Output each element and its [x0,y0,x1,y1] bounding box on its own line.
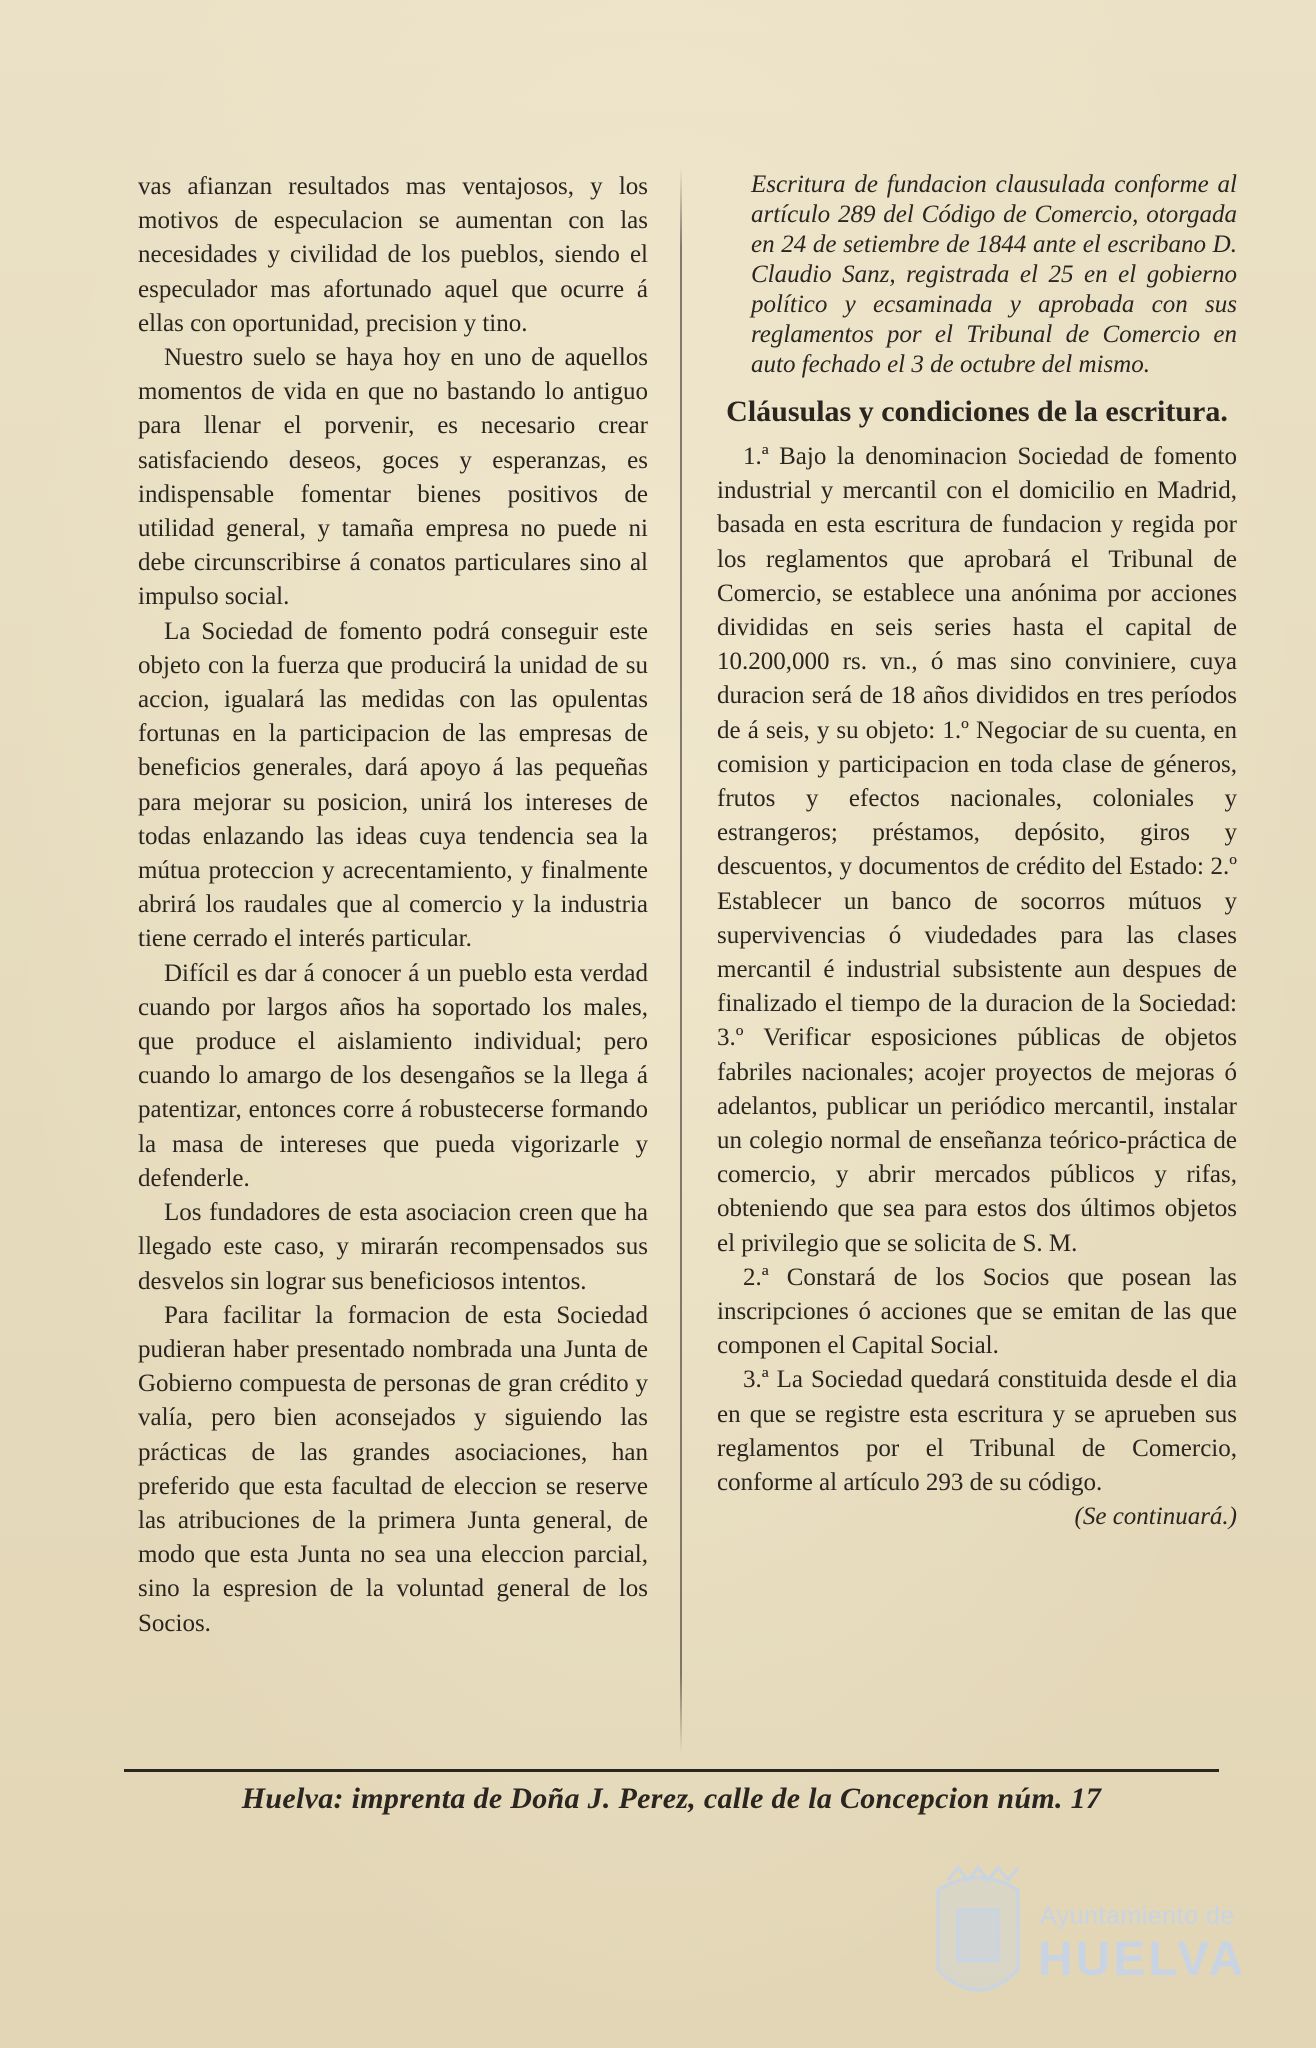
left-paragraph-6: Para facilitar la formacion de esta Sociedad pudieran haber presentado nombrada una Junta de Gobierno compuesta de personas de gran crédito y valía, pero bien aconsejados y siguiendo las prácticas de las grandes asociaciones, han preferido que esta facultad de eleccion se reserve las atribuciones de la primera Junta general, de modo que esta Junta no sea una eleccion parcial, sino la espresion de la voluntad general de los Socios. [138,1301,648,1637]
left-paragraph-1: vas afianzan resultados mas ventajosos, y los motivos de especulacion se aumentan con las necesidades y civilidad de los pueblos, siendo el especulador mas afortunado aquel que ocurre á ellas con oportunidad, precision y tino. [138,173,648,337]
left-column [138,170,648,1641]
watermark-line-1: Ayuntamiento de [1040,1902,1235,1930]
watermark-line-2: HUELVA [1038,1933,1247,1986]
clause-1: 1.ª Bajo la denominacion Sociedad de fomento industrial y mercantil con el domicilio en Madrid, basada en esta escritura de fundacion y regida por los reglamentos que aprobará el Tribunal de Comercio, se establece una anónima por acciones divididas en seis series hasta el capital de 10.200,000 rs. vn., ó mas sino conviniere, cuya duracion será de 18 años divididos en tres períodos de á seis, y su objeto: 1.º Negociar de su cuenta, en comision y participacion en toda clase de géneros, frutos y efectos nacionales, coloniales y estrangeros; préstamos, depósito, giros y descuentos, y documentos de crédito del Estado: 2.º Establecer un banco de socorros mútuos y supervivencias ó viudedades para las clases mercantil é industrial subsistente aun despues de finalizado el tiempo de la duracion de la Sociedad: 3.º Verificar esposiciones públicas de objetos fabriles nacionales; acojer proyectos de mejoras ó adelantos, publicar un periódico mercantil, instalar un colegio normal de enseñanza teórico-práctica de comercio, y abrir mercados públicos y rifas, obteniendo que sea para estos dos últimos objetos el privilegio que se solicita de S. M. [717,443,1237,1257]
column-divider [680,168,682,1753]
right-column [717,170,1237,1535]
clause-3 [717,1363,1237,1531]
continuation-note: (Se continuará.) [1074,1503,1237,1531]
left-paragraph-2: Nuestro suelo se haya hoy en uno de aquellos momentos de vida en que no bastando lo antiguo para llenar el porvenir, es necesario crear satisfaciendo deseos, goces y esperanzas, es indispensable fomentar bienes positivos de utilidad general, y tamaña empresa no puede ni debe circunscribirse á conatos particulares sino al impulso social. [138,344,648,611]
deed-intro: Escritura de fundacion clausulada conforme al artículo 289 del Código de Comercio, otorgada en 24 de setiembre de 1844 ante el escribano D. Claudio Sanz, registrada el 25 en el gobierno político y ecsaminada y aprobada con sus reglamentos por el Tribunal de Comercio en auto fechado el 3 de octubre del mismo. [751,171,1237,378]
section-heading: Cláusulas y condiciones de la escritura. [726,395,1228,428]
clause-3-text: 3.ª La Sociedad quedará constituida desde el dia en que se registre esta escritura y se aprueben sus reglamentos por el Tribunal de Comercio, conforme al artículo 293 de su código. [717,1366,1237,1497]
left-paragraph-5: Los fundadores de esta asociacion creen que ha llegado este caso, y mirarán recompensados sus desvelos sin lograr sus beneficiosos intentos. [138,1199,648,1295]
left-paragraph-4: Difícil es dar á conocer á un pueblo esta verdad cuando por largos años ha soportado los males, que produce el aislamiento individual; pero cuando lo amargo de los desengaños se la llega á patentizar, entonces corre á robustecerse formando la masa de intereses que pueda vigorizarle y defenderle. [138,959,648,1192]
printer-imprint: Huelva: imprenta de Doña J. Perez, calle de la Concepcion núm. 17 [241,1782,1102,1815]
footer-rule [124,1769,1219,1772]
clause-2: 2.ª Constará de los Socios que posean las inscripciones ó acciones que se emitan de las que componen el Capital Social. [717,1263,1237,1360]
left-paragraph-3: La Sociedad de fomento podrá conseguir este objeto con la fuerza que producirá la unidad de su accion, igualará las medidas con las opulentas fortunas en la participacion de las empresas de beneficios generales, dará apoyo á las pequeñas para mejorar su posicion, unirá los intereses de todas enlazando las ideas cuya tendencia sea la mútua proteccion y acrecentamiento, y finalmente abrirá los raudales que al comercio y la industria tiene cerrado el interés particular. [138,617,648,953]
